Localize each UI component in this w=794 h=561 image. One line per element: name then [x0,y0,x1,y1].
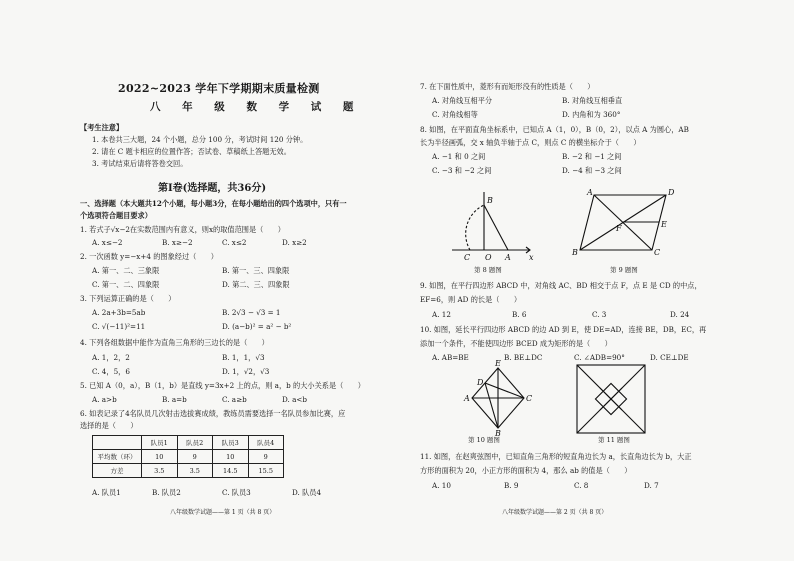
table-header-cell [93,436,142,450]
q1-option-c: C. x≤2 [222,238,247,247]
q5-stem: 5. 已知 A（0，a），B（1，b）是直线 y=3x+2 上的点，则 a，b 的大小关系是（ ） [80,381,365,390]
label-b: B [572,248,578,257]
q9-option-d: D. 24 [670,310,690,319]
q7-stem: 7. 在下面性质中，菱形有而矩形没有的性质是（ ） [420,82,595,91]
q2-stem: 2. 一次函数 y=−x+4 的图象经过（ ） [80,252,218,261]
table-row [93,450,284,464]
label-e: E [495,359,501,368]
q4-option-a: A. 1，2，2 [92,353,130,362]
notice-2: 2. 请在 C 题卡相应的位置作答；否试卷、草稿纸上答题无效。 [92,147,291,156]
q11-option-b: B. 9 [504,481,519,490]
q6-stem-1: 6. 如表记录了4名队员几次射击选拔赛成绩，教练员需要选择一名队员参加比赛，应 [80,409,346,418]
q7-option-c: C. 对角线相等 [432,110,478,119]
page-2 [412,0,794,561]
q10-option-a: A. AB=BE [432,353,469,362]
q6-stem-2: 选择的是（ ） [80,421,138,430]
label-c: C [464,253,471,262]
q3-stem: 3. 下列运算正确的是（ ） [80,294,176,303]
q7-option-d: D. 内角和为 360° [562,110,621,119]
label-d: D [668,188,675,197]
table-cell: 方差 [93,464,142,478]
q1-stem: 1. 若式子√x−2在实数范围内有意义，则x的取值范围是（ ） [80,225,285,234]
q3-option-b: B. 2√3 − √3 = 1 [222,308,281,317]
section-intro-2: 个选项符合题目要求） [80,211,152,220]
q2-option-d: D. 第二、三、四象限 [222,280,290,289]
notice-3: 3. 考试结束后请将答卷交回。 [92,159,188,168]
q6-option-b: B. 队员2 [152,488,181,497]
q4-stem: 4. 下列各组数据中能作为直角三角形的三边长的是（ ） [80,338,269,347]
q1-option-a: A. x≤−2 [92,238,123,247]
q10-option-d: D. CE⊥DE [650,353,689,362]
figure-10-caption: 第 10 题图 [468,436,500,444]
table-cell: 9 [248,450,284,464]
exam-title: 2022~2023 学年下学期期末质量检测 [118,82,320,95]
q8-option-a: A. −1 和 0 之间 [432,152,486,161]
figure-8-caption: 第 8 题图 [474,266,502,274]
q2-option-c: C. 第一、二、四象限 [92,280,160,289]
q3-option-a: A. 2a+3b=5ab [92,308,146,317]
q3-option-d: D. (a−b)² = a² − b² [222,322,292,331]
q9-stem-2: EF=6，则 AD 的长是（ ） [420,295,522,304]
table-cell: 15.5 [248,464,284,478]
q5-option-c: C. a≥b [222,395,247,404]
q5-option-b: B. a=b [162,395,187,404]
section-title: 第Ⅰ卷(选择题，共36分) [158,183,267,194]
table-header-cell: 队员2 [177,436,213,450]
label-f: F [616,224,622,233]
label-e: E [661,220,667,229]
q9-option-b: B. 6 [512,310,527,319]
q11-option-d: D. 7 [644,481,659,490]
q8-option-b: B. −2 和 −1 之间 [562,152,622,161]
q10-option-c: C. ∠ADB=90° [574,353,625,362]
q11-option-c: C. 8 [574,481,589,490]
q8-stem-2: 长为半径画弧，交 x 轴负半轴于点 C，则点 C 的横坐标介于（ ） [420,138,641,147]
q1-option-b: B. x≥−2 [162,238,193,247]
q4-option-d: D. 1，√2，√3 [222,367,270,376]
q11-stem-1: 11. 如图，在赵爽弦图中，已知直角三角形的短直角边长为 a，长直角边长为 b，大正 [420,452,692,461]
q7-option-b: B. 对角线互相垂直 [562,96,623,105]
label-a: A [505,253,511,262]
table-header-cell: 队员3 [213,436,249,450]
q6-option-c: C. 队员3 [222,488,251,497]
notice-1: 1. 本卷共三大题，24 个小题，总分 100 分，考试时间 120 分钟。 [92,135,308,144]
figure-11 [412,0,794,561]
q9-stem-1: 9. 如图，在平行四边形 ABCD 中，对角线 AC、BD 相交于点 F，点 E 是 CD 的中点， [420,281,702,290]
q2-option-a: A. 第一、二、三象限 [92,266,160,275]
label-b: B [495,429,501,438]
exam-subtitle: 八 年 级 数 学 试 题 [150,101,363,113]
q9-option-c: C. 3 [592,310,607,319]
q6-score-table [92,435,284,478]
table-cell: 平均数（环） [93,450,142,464]
table-cell: 3.5 [177,464,213,478]
q3-option-c-rest: ²=11 [127,322,146,331]
q5-option-d: D. a<b [282,395,307,404]
q3-option-c [92,322,145,331]
label-b: B [487,196,493,205]
label-x: x [529,253,534,262]
q6-option-a: A. 队员1 [92,488,121,497]
page-1-footer: 八年级数学试题——第 1 页（共 8 页） [170,509,276,516]
q10-stem-1: 10. 如图，延长平行四边形 ABCD 的边 AD 到 E，使 DE=AD，连接 BE，DB，EC，再 [420,325,707,334]
q2-option-b: B. 第一、三、四象限 [222,266,290,275]
label-c: C [526,394,533,403]
q8-option-c: C. −3 和 −2 之间 [432,166,492,175]
q7-option-a: A. 对角线互相平分 [432,96,493,105]
figure-9-caption: 第 9 题图 [610,266,638,274]
q11-option-a: A. 10 [432,481,451,490]
figure-11-caption: 第 11 题图 [598,436,630,444]
table-header-cell: 队员4 [248,436,284,450]
q9-option-a: A. 12 [432,310,451,319]
q4-option-b: B. 1，1，√3 [222,353,265,362]
q4-option-c: C. 4，5，6 [92,367,130,376]
q1-option-d: D. x≥2 [282,238,307,247]
q8-option-d: D. −4 和 −3 之间 [562,166,622,175]
q11-stem-2: 方形的面积为 20，小正方形的面积为 4，那么 ab 的值是（ ） [420,466,632,475]
q8-stem-1: 8. 如图，在平面直角坐标系中，已知点 A（1，0），B（0，2），以点 A 为圆心，AB [420,125,689,134]
label-a: A [464,394,470,403]
label-d: D [477,378,484,387]
q10-stem-2: 添加一个条件，不能使四边形 BCED 成为矩形的是（ ） [420,339,612,348]
table-cell: 10 [142,450,178,464]
q3-option-c-root: C. √(−11) [92,322,128,331]
q5-option-a: A. a>b [92,395,117,404]
table-cell: 3.5 [142,464,178,478]
table-cell: 14.5 [213,464,249,478]
q10-option-b: B. BE⊥DC [504,353,543,362]
notice-heading: 【考生注意】 [80,123,124,132]
label-o: O [485,253,492,262]
table-header-cell: 队员1 [142,436,178,450]
table-cell: 10 [213,450,249,464]
label-a: A [587,188,593,197]
table-cell: 9 [177,450,213,464]
page-2-footer: 八年级数学试题——第 2 页（共 8 页） [502,509,608,516]
table-header-row [93,436,284,450]
label-c: C [654,248,661,257]
q6-option-d: D. 队员4 [292,488,322,497]
table-row [93,464,284,478]
section-intro-1: 一、选择题（本大题共12个小题，每小题3分，在每小题给出的四个选项中，只有一 [80,199,347,208]
